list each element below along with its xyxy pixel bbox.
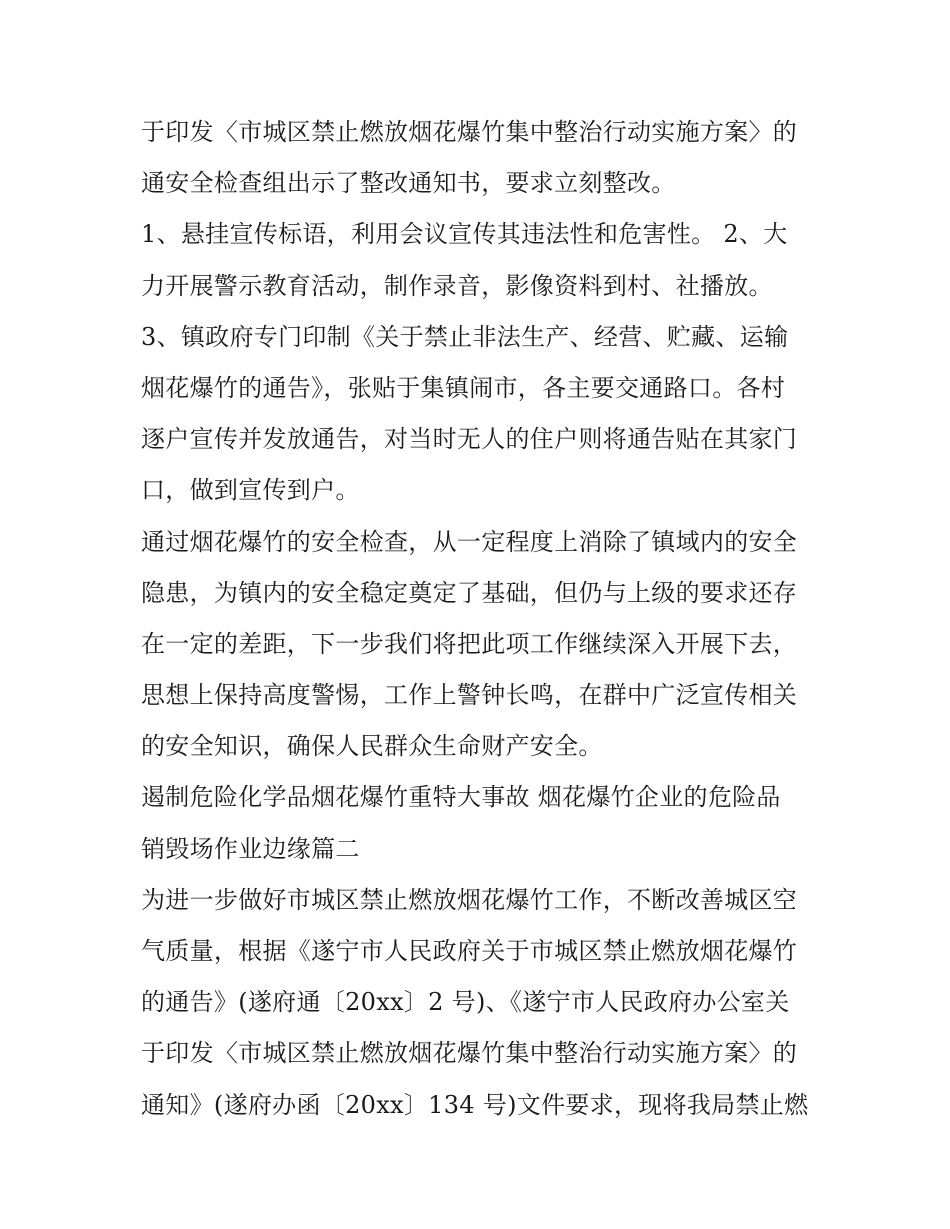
text-line: 通知》(遂府办函〔20xx〕134 号)文件要求，现将我局禁止燃 <box>141 1090 809 1119</box>
section-heading-line: 销毁场作业边缘篇二 <box>141 834 360 863</box>
text-line: 为进一步做好市城区禁止燃放烟花爆竹工作，不断改善城区空 <box>141 885 798 914</box>
text-line: 隐患，为镇内的安全稳定奠定了基础，但仍与上级的要求还存 <box>141 578 798 607</box>
text-line: 3、镇政府专门印制《关于禁止非法生产、经营、贮藏、运输 <box>141 322 789 351</box>
section-heading-line: 遏制危险化学品烟花爆竹重特大事故 烟花爆竹企业的危险品 <box>141 783 781 812</box>
text-line: 烟花爆竹的通告》，张贴于集镇闹市，各主要交通路口。各村 <box>141 373 786 402</box>
text-line: 于印发〈市城区禁止燃放烟花爆竹集中整治行动实施方案〉的 <box>141 118 798 146</box>
text-line: 的安全知识，确保人民群众生命财产安全。 <box>141 732 603 761</box>
text-line: 通安全检查组出示了整改通知书，要求立刻整改。 <box>141 169 676 198</box>
text-line: 思想上保持高度警惕，工作上警钟长鸣，在群中广泛宣传相关 <box>141 681 798 710</box>
text-line: 1、悬挂宣传标语，利用会议宣传其违法性和危害性。 2、大 <box>141 220 788 249</box>
text-line: 力开展警示教育活动，制作录音，影像资料到村、社播放。 <box>141 271 773 300</box>
text-line: 在一定的差距，下一步我们将把此项工作继续深入开展下去， <box>141 629 798 658</box>
text-line: 的通告》(遂府通〔20xx〕2 号)、《遂宁市人民政府办公室关 <box>141 988 790 1017</box>
text-line: 于印发〈市城区禁止燃放烟花爆竹集中整治行动实施方案〉的 <box>141 1039 798 1068</box>
text-line: 气质量，根据《遂宁市人民政府关于市城区禁止燃放烟花爆竹 <box>141 937 798 965</box>
text-line: 通过烟花爆竹的安全检查，从一定程度上消除了镇域内的安全 <box>141 527 798 556</box>
text-line: 逐户宣传并发放通告，对当时无人的住户则将通告贴在其家门 <box>141 425 798 454</box>
text-line: 口，做到宣传到户。 <box>141 476 360 505</box>
document-body <box>141 107 821 1131</box>
